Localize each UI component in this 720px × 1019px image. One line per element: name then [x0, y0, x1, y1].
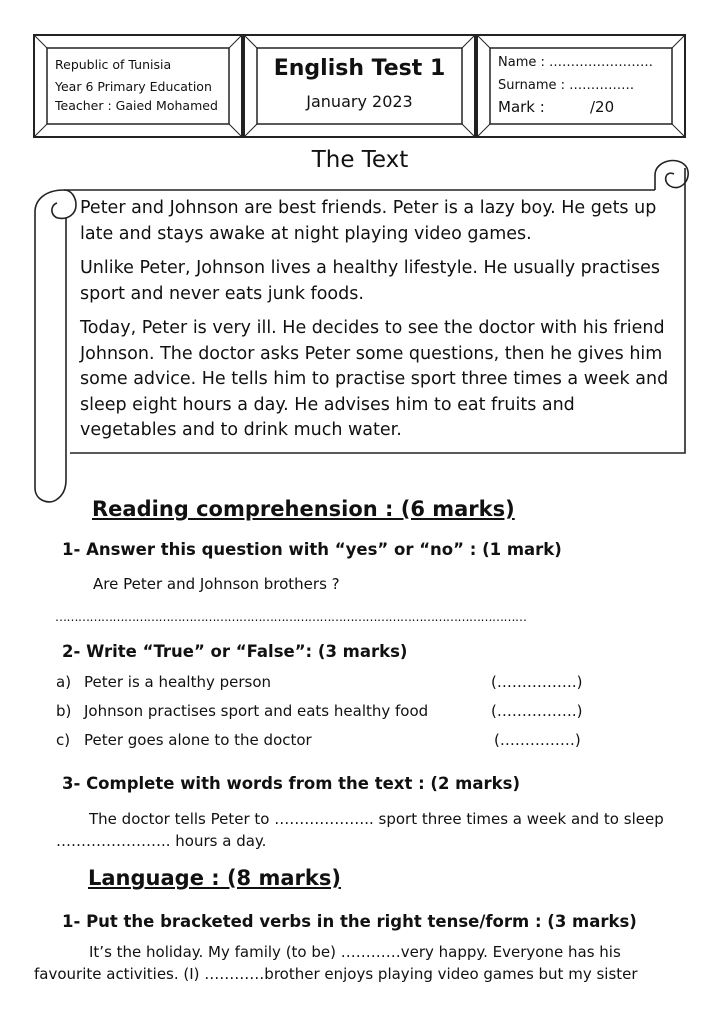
surname-field[interactable]: Surname : …………… [498, 78, 635, 93]
reading-passage [80, 196, 670, 453]
q2-item-letter: c) [56, 731, 71, 749]
q2-item-text: Peter is a healthy person [84, 673, 272, 691]
language-heading: Language : (8 marks) [88, 866, 341, 890]
school-line-3: Teacher : Gaied Mohamed [55, 98, 218, 113]
q3-line-1[interactable]: The doctor tells Peter to ……………….. sport three times a week and to sleep [89, 810, 664, 828]
passage-paragraph: Peter and Johnson are best friends. Peter is a lazy boy. He gets up late and stays awake at night playing video games. [80, 198, 657, 244]
name-field[interactable]: Name : …………………… [498, 55, 653, 70]
lang-q1-line-2[interactable]: favourite activities. (I) …………brother enjoys playing video games but my sister [34, 965, 638, 983]
q2-item-blank[interactable]: (…………….) [491, 673, 583, 691]
passage-paragraph: Unlike Peter, Johnson lives a healthy lifestyle. He usually practises sport and never eats junk foods. [80, 258, 661, 304]
lang-q1-title: 1- Put the bracketed verbs in the right tense/form : (3 marks) [62, 912, 637, 931]
q3-line-2[interactable]: ………………….. hours a day. [56, 832, 267, 850]
q2-item-letter: b) [56, 702, 72, 720]
test-date: January 2023 [306, 92, 413, 111]
test-title: English Test 1 [273, 56, 446, 81]
q3-title: 3- Complete with words from the text : (2 marks) [62, 774, 520, 793]
q1-question: Are Peter and Johnson brothers ? [93, 575, 340, 593]
text-title: The Text [311, 147, 409, 173]
q2-item-letter: a) [56, 673, 72, 691]
q2-item-blank[interactable]: (……………) [494, 731, 581, 749]
passage-paragraph: Today, Peter is very ill. He decides to see the doctor with his friend Johnson. The doctor asks Peter some questions, then he gives him some advice. He tells him to practise sport three times a week and sleep eight hours a day. He advises him to eat fruits and vegetables and to drink much water. [80, 318, 669, 440]
mark-label: Mark : [498, 98, 545, 116]
q1-answer-line[interactable]: …………………………………………………………………………………………………………… [55, 610, 527, 624]
q1-title: 1- Answer this question with “yes” or “no” : (1 mark) [62, 540, 562, 559]
reading-heading: Reading comprehension : (6 marks) [92, 497, 515, 521]
q2-item-blank[interactable]: (…………….) [491, 702, 583, 720]
q2-item-text: Johnson practises sport and eats healthy food [84, 702, 429, 720]
mark-total: /20 [590, 98, 615, 116]
school-line-1: Republic of Tunisia [55, 57, 172, 72]
q2-title: 2- Write “True” or “False”: (3 marks) [62, 642, 408, 661]
lang-q1-line-1[interactable]: It’s the holiday. My family (to be) …………very happy. Everyone has his [89, 943, 621, 961]
school-line-2: Year 6 Primary Education [55, 79, 212, 94]
q2-item-text: Peter goes alone to the doctor [84, 731, 312, 749]
